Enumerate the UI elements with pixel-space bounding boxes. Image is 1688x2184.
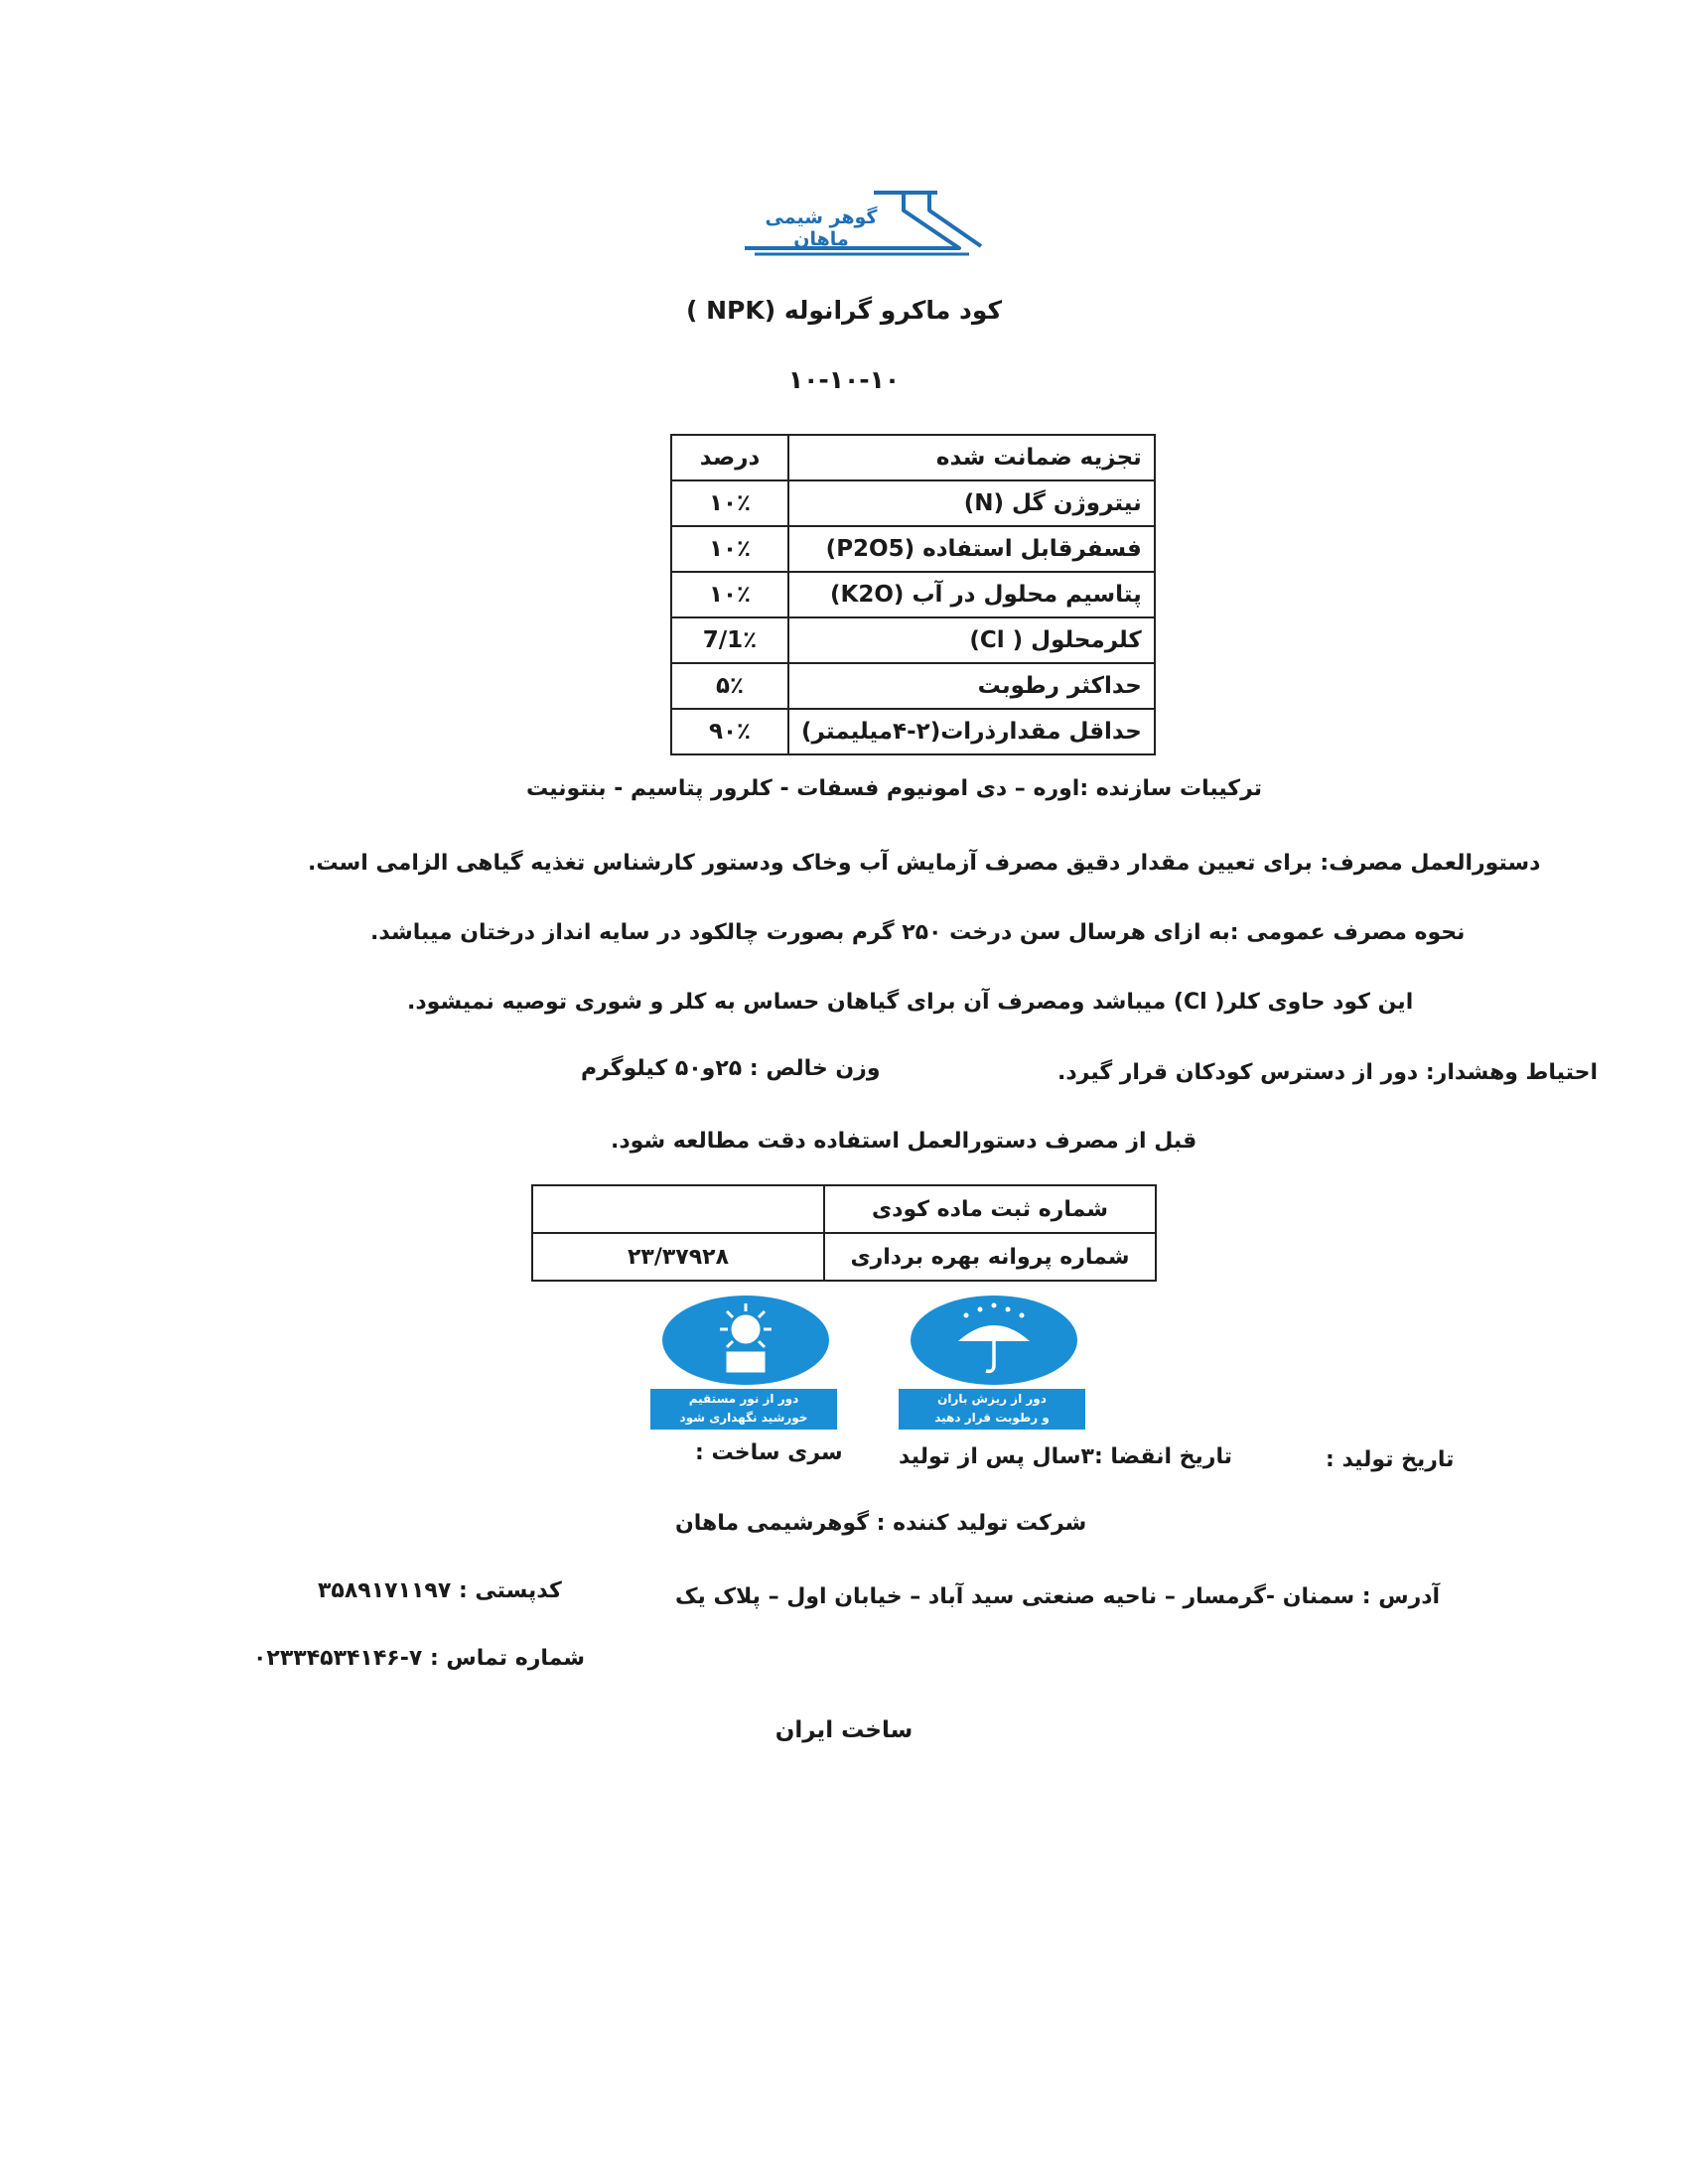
batch-label: سری ساخت : [695,1440,843,1465]
rain-sign-plate [899,1389,1085,1430]
analysis-header-name: تجزیه ضمانت شده [788,435,1155,480]
analysis-name: پتاسیم محلول در آب (K2O) [788,572,1155,617]
table-row [671,480,1155,526]
table-row [671,709,1155,754]
sun-sign-plate [650,1389,837,1430]
expiry-text: تاریخ انقضا :۳سال پس از تولید [899,1444,1232,1469]
production-date-label: تاریخ تولید : [1326,1447,1455,1472]
manufacturer-text: شرکت تولید کننده : گوهرشیمی ماهان [675,1511,1087,1536]
analysis-header-value: درصد [671,435,788,480]
analysis-name: حداقل مقدارذرات(۲-۴میلیمتر) [788,709,1155,754]
chlorine-note-text: این کود حاوی کلر( Cl) میباشد ومصرف آن برای گیاهان حساس به کلر و شوری توصیه نمیشود. [407,990,1414,1015]
caution-text: احتیاط وهشدار: دور از دسترس کودکان قرار گیرد. [1057,1060,1599,1085]
logo-text: گوهر شیمی ماهان [765,206,878,250]
analysis-name: حداکثر رطوبت [788,663,1155,709]
rain-sign-line1: دور از ریزش باران [937,1392,1047,1406]
table-row [671,572,1155,617]
npk-grade: ۱۰-۱۰-۱۰ [787,365,901,394]
analysis-value: ۱۰٪ [671,480,788,526]
rain-sign-line2: و رطوبت قرار دهید [934,1411,1050,1425]
ingredients-text: ترکیبات سازنده :اوره – دی امونیوم فسفات - کلرور پتاسیم - بنتونیت [526,776,1263,801]
sun-sign-line2: خورشید نگهداری شود [679,1411,808,1425]
analysis-value: ۵٪ [671,663,788,709]
company-logo [735,181,993,260]
guaranteed-analysis-table [670,434,1156,755]
instructions-text: دستورالعمل مصرف: برای تعیین مقدار دقیق مصرف آزمایش آب وخاک ودستور کارشناس تغذیه گیاهی الزامی است. [308,851,1541,876]
license-value: ۲۳/۳۷۹۲۸ [532,1233,824,1281]
table-row [671,617,1155,663]
license-label: شماره پروانه بهره برداری [824,1233,1156,1281]
made-in-iran-text: ساخت ایران [774,1717,914,1743]
sun-sign-line1: دور از نور مستقیم [688,1392,799,1406]
analysis-name: نیتروژن گل (N) [788,480,1155,526]
postal-code-text: کدپستی : ۳۵۸۹۱۷۱۱۹۷ [318,1578,562,1603]
registration-value [532,1185,824,1233]
phone-text: شماره تماس : ۷-۰۲۳۳۴۵۳۴۱۴۶ [253,1646,585,1671]
analysis-name: کلرمحلول ( Cl) [788,617,1155,663]
table-header-row [671,435,1155,480]
product-title: کود ماکرو گرانوله (NPK ) [685,296,1003,325]
net-weight-text: وزن خالص : ۲۵و۵۰ کیلوگرم [581,1056,881,1081]
address-text: آدرس : سمنان -گرمسار – ناحیه صنعتی سید آباد – خیابان اول – پلاک یک [675,1584,1441,1609]
table-row [532,1233,1156,1281]
analysis-value: 7/1٪ [671,617,788,663]
read-before-use-text: قبل از مصرف دستورالعمل استفاده دقت مطالعه شود. [611,1129,1197,1154]
table-row [532,1185,1156,1233]
registration-table [531,1184,1157,1282]
umbrella-icon [911,1296,1077,1385]
sun-icon [662,1296,829,1385]
analysis-value: ۱۰٪ [671,526,788,572]
table-row [671,526,1155,572]
analysis-value: ۹۰٪ [671,709,788,754]
general-usage-text: نحوه مصرف عمومی :به ازای هرسال سن درخت ۲۵۰ گرم بصورت چالکود در سایه انداز درختان میباشد. [370,920,1466,945]
analysis-name: فسفرقابل استفاده (P2O5) [788,526,1155,572]
table-row [671,663,1155,709]
analysis-value: ۱۰٪ [671,572,788,617]
registration-label: شماره ثبت ماده کودی [824,1185,1156,1233]
